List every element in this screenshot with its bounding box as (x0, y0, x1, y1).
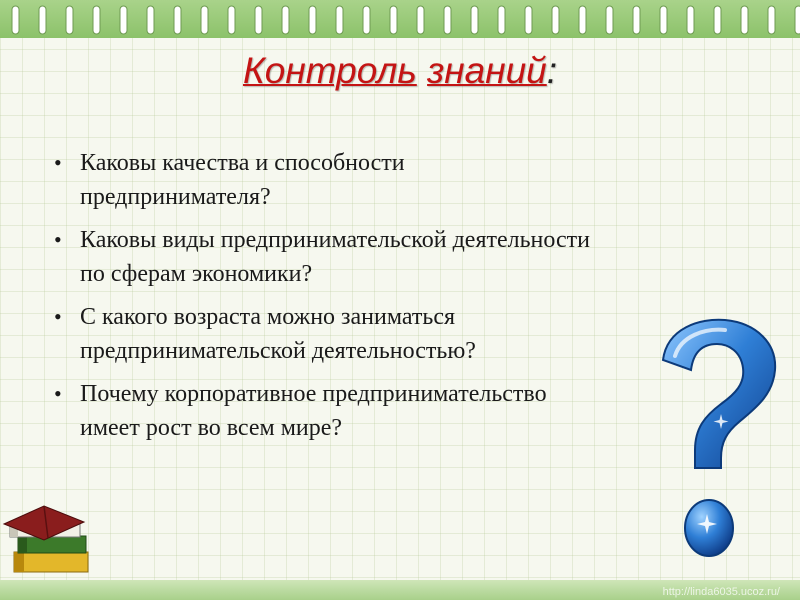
spiral-ring (606, 6, 613, 34)
list-item (50, 146, 750, 214)
question-3-line-2: предпринимательской деятельностью? (80, 338, 476, 364)
spiral-ring (309, 6, 316, 34)
question-list (50, 146, 750, 454)
spiral-ring (795, 6, 800, 34)
spiral-ring (174, 6, 181, 34)
spiral-ring (741, 6, 748, 34)
title-word-knowledge: знаний (427, 50, 547, 91)
question-1-line-2: предпринимателя? (80, 184, 271, 210)
spiral-ring (282, 6, 289, 34)
spiral-ring (633, 6, 640, 34)
spiral-ring (390, 6, 397, 34)
spiral-ring (93, 6, 100, 34)
list-item (50, 223, 750, 291)
question-4-line-1: Почему корпоративное предпринимательство (80, 381, 547, 407)
spiral-ring (768, 6, 775, 34)
spiral-ring (255, 6, 262, 34)
page-title (0, 50, 800, 92)
question-3-line-1: С какого возраста можно заниматься (80, 304, 456, 330)
spiral-ring (363, 6, 370, 34)
title-word-control: Контроль (242, 50, 417, 91)
spiral-ring (12, 6, 19, 34)
spiral-ring (579, 6, 586, 34)
spiral-ring (201, 6, 208, 34)
spiral-ring (147, 6, 154, 34)
list-item (50, 300, 750, 368)
spiral-ring (498, 6, 505, 34)
spiral-ring (660, 6, 667, 34)
question-2-line-2: по сферам экономики? (80, 261, 313, 287)
spiral-ring (525, 6, 532, 34)
spiral-ring (228, 6, 235, 34)
spiral-ring (471, 6, 478, 34)
spiral-ring (714, 6, 721, 34)
watermark: http://linda6035.ucoz.ru/ (662, 586, 780, 598)
spiral-ring (552, 6, 559, 34)
spiral-ring (336, 6, 343, 34)
spiral-ring (417, 6, 424, 34)
question-1-line-1: Каковы качества и способности (80, 150, 405, 176)
question-2-line-1: Каковы виды предпринимательской деятельности (80, 227, 590, 253)
spiral-ring (66, 6, 73, 34)
question-mark-icon (655, 318, 780, 573)
books-icon (0, 498, 100, 580)
spiral-ring (120, 6, 127, 34)
spiral-binding-icon (0, 4, 800, 40)
spiral-ring (687, 6, 694, 34)
question-4-line-2: имеет рост во всем мире? (80, 415, 343, 441)
list-item (50, 377, 750, 445)
spiral-ring (444, 6, 451, 34)
spiral-ring (39, 6, 46, 34)
title-colon: : (546, 50, 558, 91)
